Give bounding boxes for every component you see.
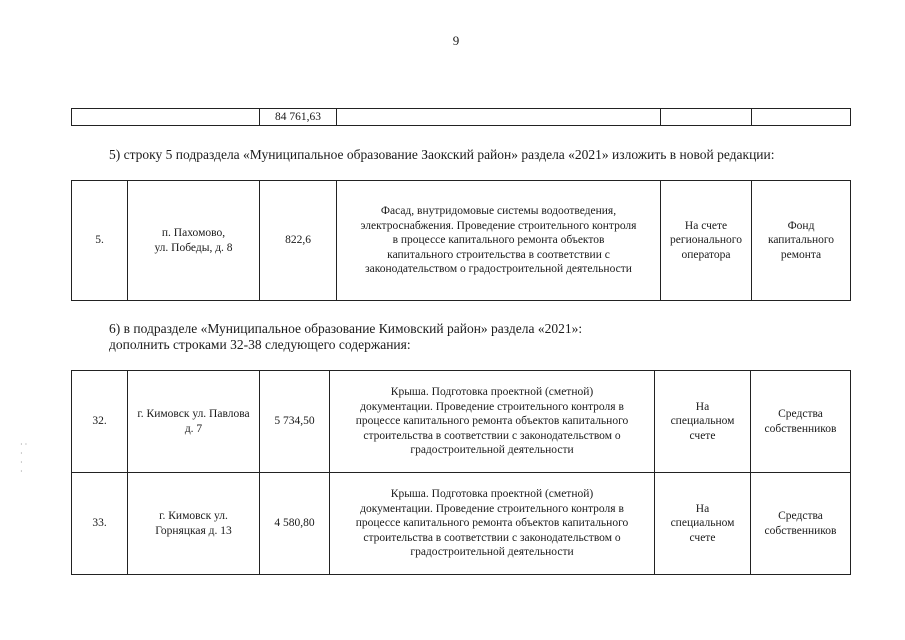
account-cell <box>661 109 752 126</box>
work-cell: Фасад, внутридомовые системы водоотведения, электроснабжения. Проведение строительного контроля в процессе капитального ремонта объектов капитального строительства в соответствии с законодательством о градостроительной деятельности <box>337 181 661 301</box>
page-number: 9 <box>452 33 460 48</box>
work-cell: Крыша. Подготовка проектной (сметной) документации. Проведение строительного контроля в процессе капитального ремонта объектов капитального строительства в соответствии с законодательством о градостроительной деятельности <box>330 371 655 473</box>
top-table <box>71 108 851 126</box>
table-item-5 <box>71 180 851 301</box>
num-cell: 5. <box>72 181 128 301</box>
amount-cell: 84 761,63 <box>260 109 337 126</box>
work-cell: Крыша. Подготовка проектной (сметной) документации. Проведение строительного контроля в процессе капитального ремонта объектов капитального строительства в соответствии с законодательством о градостроительной деятельности <box>330 473 655 575</box>
table-row <box>72 109 851 126</box>
work-cell <box>337 109 661 126</box>
address-cell: г. Кимовск ул. Горняцкая д. 13 <box>128 473 260 575</box>
num-cell: 33. <box>72 473 128 575</box>
table-items-32-38 <box>71 370 851 575</box>
table-body <box>72 371 851 575</box>
source-cell <box>752 109 851 126</box>
address-cell: г. Кимовск ул. Павлова д. 7 <box>128 371 260 473</box>
amount-cell: 4 580,80 <box>260 473 330 575</box>
address-cell: п. Пахомово, ул. Победы, д. 8 <box>128 181 260 301</box>
table-row <box>72 181 851 301</box>
scan-mark: · · · · · <box>20 440 28 476</box>
table-row <box>72 473 851 575</box>
account-cell: На специальном счете <box>655 473 751 575</box>
table-body <box>72 181 851 301</box>
amount-cell: 5 734,50 <box>260 371 330 473</box>
account-cell: На специальном счете <box>655 371 751 473</box>
address-cell <box>72 109 260 126</box>
source-cell: Средства собственников <box>751 371 851 473</box>
account-cell: На счете регионального оператора <box>661 181 752 301</box>
source-cell: Фонд капитального ремонта <box>752 181 851 301</box>
amount-cell: 822,6 <box>260 181 337 301</box>
source-cell: Средства собственников <box>751 473 851 575</box>
paragraph-5: 5) строку 5 подраздела «Муниципальное образование Заокский район» раздела «2021» изложить в новой редакции: <box>109 147 775 162</box>
paragraph-6-line-2: дополнить строками 32-38 следующего содержания: <box>109 337 411 352</box>
num-cell: 32. <box>72 371 128 473</box>
table-row <box>72 371 851 473</box>
paragraph-6-line-1: 6) в подразделе «Муниципальное образование Кимовский район» раздела «2021»: <box>109 321 583 336</box>
